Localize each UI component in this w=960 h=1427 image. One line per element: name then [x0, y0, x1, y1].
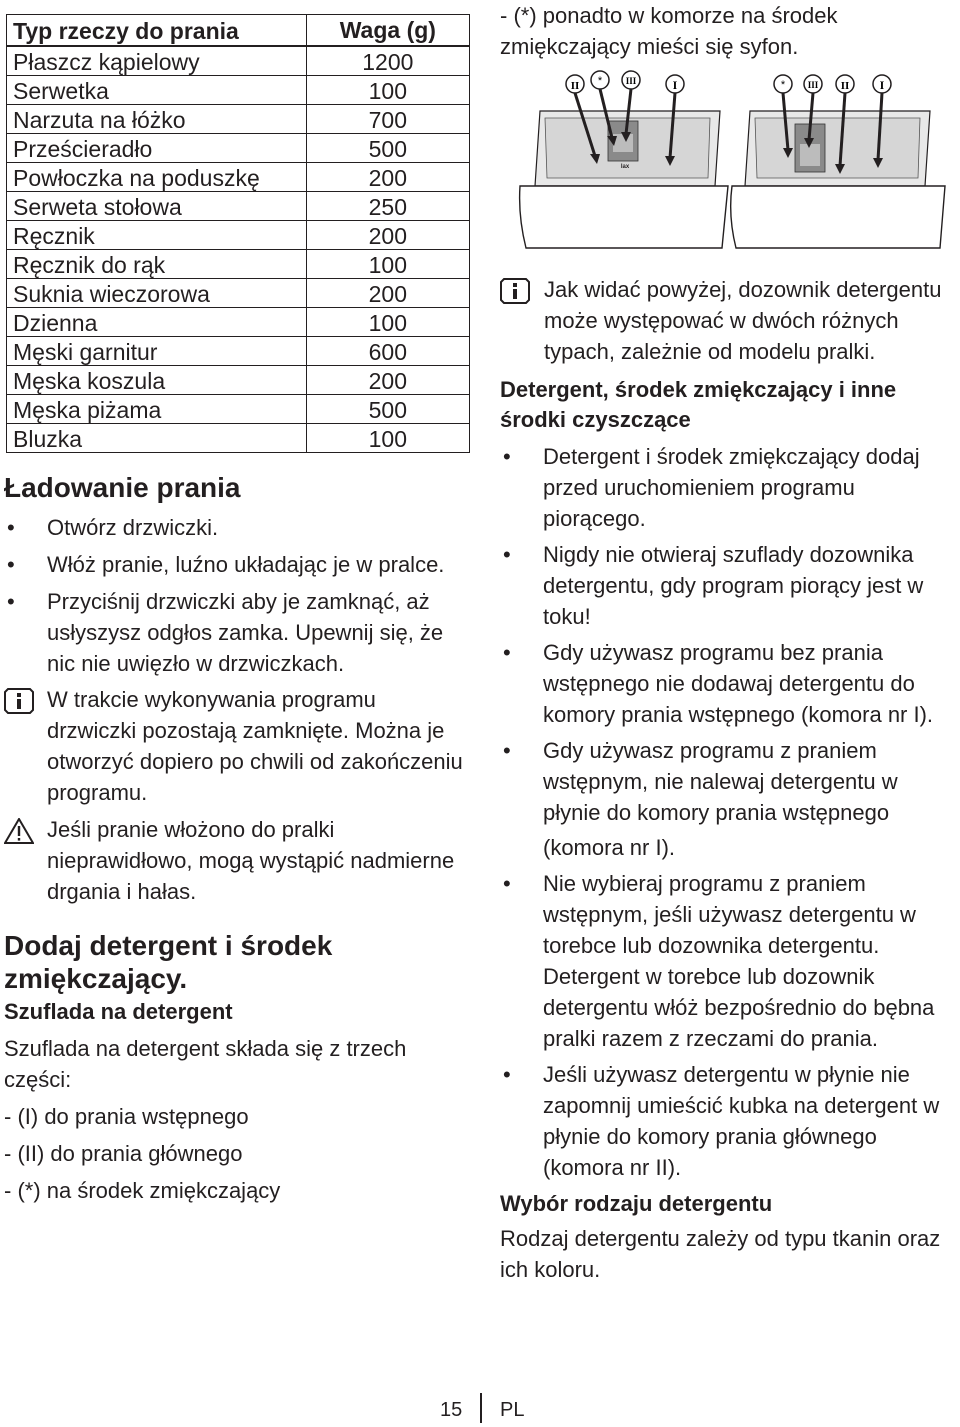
table-cell-item: Serweta stołowa [7, 192, 307, 221]
footer-divider [480, 1393, 482, 1423]
info-icon [4, 688, 34, 714]
list-item [500, 637, 960, 730]
column-header-item: Typ rzeczy do prania [7, 15, 307, 47]
detergent-section-heading: Detergent, środek zmiękczający i inne środki czyszczące [500, 377, 897, 432]
drawer-intro: Szuflada na detergent składa się z trzech części: [4, 1036, 407, 1092]
table-row [7, 424, 470, 453]
list-item-text: Przyciśnij drzwiczki aby je zamknąć, aż usłyszysz odgłos zamka. Upewnij się, że nic nie uwięzło w drzwiczkach. [47, 589, 444, 676]
drawer-logo-text: lax [620, 164, 630, 170]
table-cell-weight: 1200 [306, 46, 469, 76]
bullet-icon: • [7, 515, 15, 540]
table-row [7, 279, 470, 308]
table-cell-item: Ręcznik [7, 221, 307, 250]
table-row [7, 250, 470, 279]
table-cell-weight: 100 [306, 424, 469, 453]
table-cell-item: Powłoczka na poduszkę [7, 163, 307, 192]
table-header-row [7, 15, 470, 47]
siphon-note: - (*) ponadto w komorze na środek zmiękczający mieści się syfon. [500, 3, 838, 59]
list-item-text-continued: (komora nr I). [543, 835, 676, 860]
label-i: I [672, 78, 678, 92]
table-cell-weight: 200 [306, 221, 469, 250]
table-cell-weight: 600 [306, 337, 469, 366]
list-item [500, 441, 960, 534]
table-cell-weight: 200 [306, 366, 469, 395]
table-row [7, 134, 470, 163]
table-row [7, 46, 470, 76]
warning-icon [4, 818, 34, 844]
right-drawer-drawing [731, 93, 945, 248]
label-softener: * [597, 75, 603, 87]
loading-bullet-list [4, 512, 470, 679]
left-compartment-labels [566, 71, 684, 93]
page-number: 15 [440, 1399, 463, 1421]
dispenser-info-note [500, 274, 960, 367]
table-cell-weight: 500 [306, 134, 469, 163]
list-item [500, 868, 960, 1054]
bullet-icon: • [503, 640, 511, 665]
table-row [7, 337, 470, 366]
left-drawer-drawing [520, 89, 728, 248]
table-cell-item: Płaszcz kąpielowy [7, 46, 307, 76]
list-item-text: Detergent i środek zmiękczający dodaj przed uruchomieniem programu piorącego. [543, 444, 920, 531]
list-item-text: Otwórz drzwiczki. [47, 515, 219, 540]
bullet-icon: • [503, 1062, 511, 1087]
table-cell-item: Męska koszula [7, 366, 307, 395]
table-cell-weight: 100 [306, 250, 469, 279]
language-code: PL [500, 1399, 525, 1421]
warning-note [4, 814, 470, 907]
info-note [4, 684, 470, 808]
list-item [500, 539, 960, 632]
list-item-text: Gdy używasz programu z praniem wstępnym, nie nalewaj detergentu w płynie do komory prania wstępnego [543, 738, 898, 825]
page-footer [0, 1393, 960, 1427]
table-row [7, 76, 470, 105]
laundry-weight-table [6, 14, 470, 453]
table-cell-item: Suknia wieczorowa [7, 279, 307, 308]
table-cell-item: Męska piżama [7, 395, 307, 424]
table-cell-weight: 100 [306, 308, 469, 337]
list-item [500, 735, 960, 863]
table-cell-weight: 200 [306, 279, 469, 308]
label-iii-right: III [807, 80, 819, 90]
info-icon [500, 278, 530, 304]
right-column [500, 0, 960, 1285]
table-cell-weight: 250 [306, 192, 469, 221]
detergent-choice-heading: Wybór rodzaju detergentu [500, 1191, 773, 1216]
table-row [7, 192, 470, 221]
table-cell-item: Ręcznik do rąk [7, 250, 307, 279]
list-item-text: Włóż pranie, luźno układając je w pralce. [47, 552, 445, 577]
table-cell-item: Męski garnitur [7, 337, 307, 366]
warning-note-text: Jeśli pranie włożono do pralki nieprawidłowo, mogą wystąpić nadmierne drgania i hałas. [47, 817, 455, 904]
table-cell-item: Dzienna [7, 308, 307, 337]
table-cell-weight: 700 [306, 105, 469, 134]
info-note-text: W trakcie wykonywania programu drzwiczki pozostają zamknięte. Można je otworzyć dopiero po chwili od zakończeniu programu. [47, 687, 463, 805]
label-i-right: I [879, 78, 885, 92]
bullet-icon: • [503, 738, 511, 763]
table-cell-item: Prześcieradło [7, 134, 307, 163]
right-compartment-labels [774, 75, 891, 93]
table-cell-item: Narzuta na łóżko [7, 105, 307, 134]
drawer-part-3: - (*) na środek zmiękczający [4, 1178, 281, 1203]
label-softener-right: * [780, 79, 786, 91]
table-cell-weight: 500 [306, 395, 469, 424]
bullet-icon: • [7, 552, 15, 577]
table-row [7, 163, 470, 192]
table-row [7, 395, 470, 424]
table-cell-weight: 100 [306, 76, 469, 105]
drawer-subheading: Szuflada na detergent [4, 999, 233, 1024]
table-row [7, 221, 470, 250]
detergent-drawer-figure [500, 66, 950, 256]
list-item-text: Nie wybieraj programu z praniem wstępnym, jeśli używasz detergentu w torebce lub dozownika detergentu. Detergent w torebce lub dozownik detergentu włóż bezpośrednio do bębna pralki razem z rzeczami do prania. [543, 871, 935, 1051]
table-row [7, 105, 470, 134]
list-item-text: Nigdy nie otwieraj szuflady dozownika detergentu, gdy program piorący jest w toku! [543, 542, 924, 629]
table-row [7, 308, 470, 337]
drawer-part-1: - (I) do prania wstępnego [4, 1104, 249, 1129]
bullet-icon: • [7, 589, 15, 614]
list-item [4, 512, 470, 543]
table-cell-item: Serwetka [7, 76, 307, 105]
list-item [500, 1059, 960, 1183]
left-column [4, 14, 470, 1206]
label-iii: III [625, 76, 637, 86]
loading-heading: Ładowanie prania [4, 472, 241, 503]
detergent-choice-text: Rodzaj detergentu zależy od typu tkanin oraz ich koloru. [500, 1226, 941, 1282]
list-item-text: Jeśli używasz detergentu w płynie nie zapomnij umieścić kubka na detergent w płynie do komory prania głównego (komora nr II). [543, 1062, 940, 1180]
list-item [4, 549, 470, 580]
bullet-icon: • [503, 542, 511, 567]
table-row [7, 366, 470, 395]
drawer-part-2: - (II) do prania głównego [4, 1141, 243, 1166]
bullet-icon: • [503, 444, 511, 469]
label-ii-right: II [840, 80, 850, 92]
detergent-bullet-list [500, 441, 960, 1183]
list-item-text: Gdy używasz programu bez prania wstępnego nie dodawaj detergentu do komory prania wstępnego (komora nr I). [543, 640, 934, 727]
bullet-icon: • [503, 871, 511, 896]
list-item [4, 586, 470, 679]
detergent-heading: Dodaj detergent i środek zmiękczający. [4, 930, 333, 994]
dispenser-note-text: Jak widać powyżej, dozownik detergentu może występować w dwóch różnych typach, zależnie od modelu pralki. [544, 277, 942, 364]
label-ii: II [570, 80, 580, 92]
table-cell-item: Bluzka [7, 424, 307, 453]
table-cell-weight: 200 [306, 163, 469, 192]
column-header-weight: Waga (g) [306, 15, 469, 47]
